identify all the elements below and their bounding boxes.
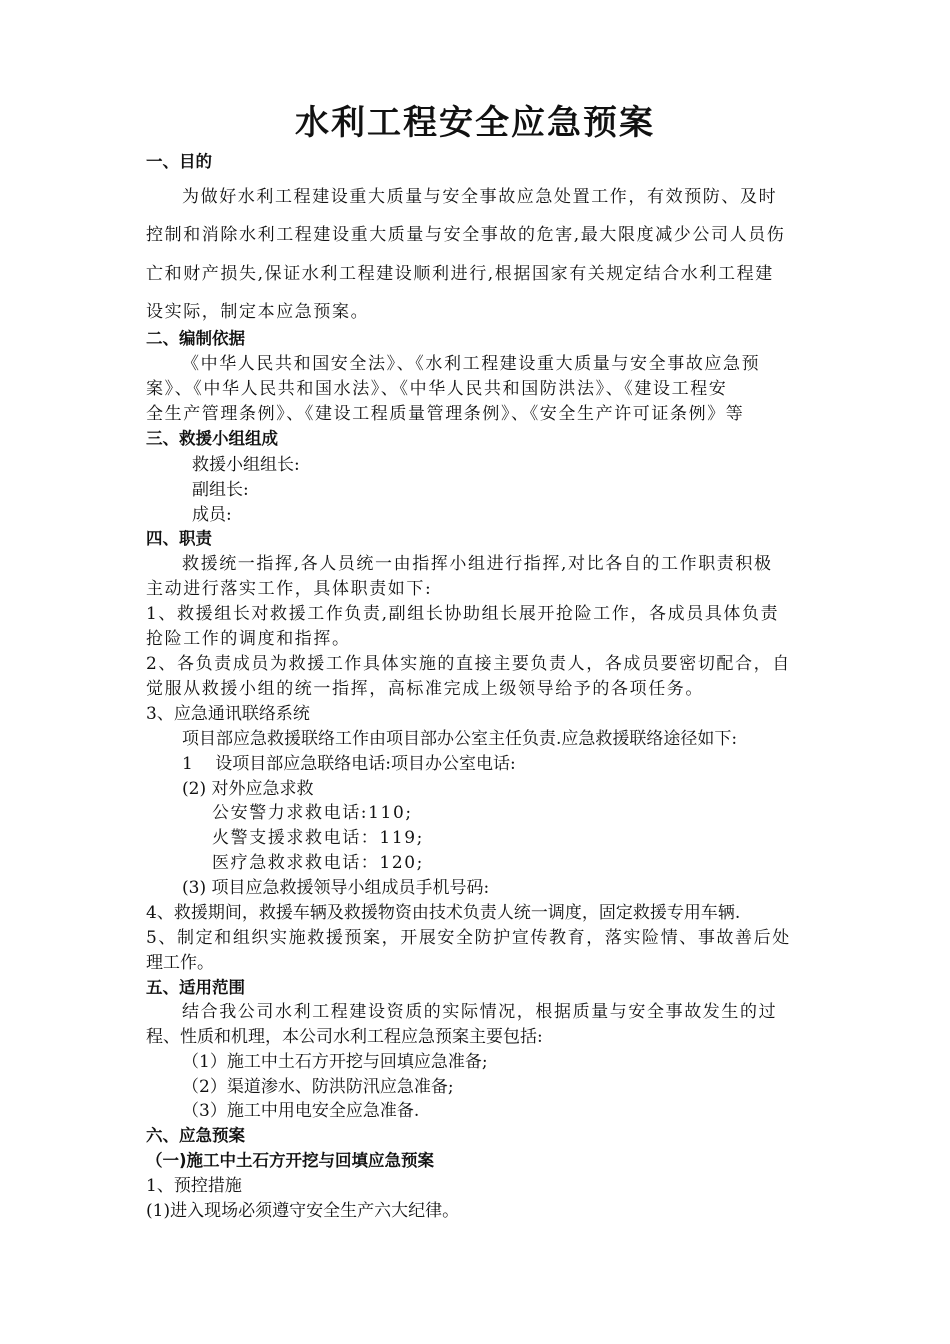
paragraph-line: 觉服从救援小组的统一指挥，高标准完成上级领导给予的各项任务。 xyxy=(146,679,704,699)
paragraph-line: (3) 项目应急救援领导小组成员手机号码: xyxy=(182,878,490,898)
section-heading-basis: 二、编制依据 xyxy=(146,329,245,348)
paragraph-line: 4、救援期间，救援车辆及救援物资由技术负责人统一调度，固定救援专用车辆. xyxy=(146,903,741,923)
subsection-heading: （一)施工中土石方开挖与回填应急预案 xyxy=(146,1151,435,1170)
paragraph-line: 控制和消除水利工程建设重大质量与安全事故的危害,最大限度减少公司人员伤 xyxy=(146,225,786,245)
paragraph-line: 《中华人民共和国安全法》、《水利工程建设重大质量与安全事故应急预 xyxy=(182,354,761,374)
section-heading-duties: 四、职责 xyxy=(146,529,212,548)
paragraph-line: 全生产管理条例》、《建设工程质量管理条例》、《安全生产许可证条例》等 xyxy=(146,404,745,424)
team-item-leader: 救援小组组长: xyxy=(192,455,300,475)
phone-police: 公安警力求救电话:110; xyxy=(212,803,413,823)
section-heading-team: 三、救援小组组成 xyxy=(146,429,278,448)
paragraph-line: 抢险工作的调度和指挥。 xyxy=(146,629,351,649)
paragraph-line: 案》、《中华人民共和国水法》、《中华人民共和国防洪法》、《建设工程安 xyxy=(146,379,728,399)
scope-item: （2）渠道渗水、防洪防汛应急准备; xyxy=(182,1077,454,1097)
paragraph-line: 项目部应急救援联络工作由项目部办公室主任负责.应急救援联络途径如下: xyxy=(182,729,738,749)
section-heading-plan: 六、应急预案 xyxy=(146,1126,245,1145)
paragraph-line: 1、预控措施 xyxy=(146,1176,242,1196)
paragraph-line: 主动进行落实工作，具体职责如下: xyxy=(146,579,433,599)
paragraph-line: 设实际，制定本应急预案。 xyxy=(146,302,370,322)
paragraph-line: 5、制定和组织实施救援预案，开展安全防护宣传教育，落实险情、事故善后处 xyxy=(146,928,791,948)
team-item-members: 成员: xyxy=(192,505,232,525)
scope-item: （3）施工中用电安全应急准备. xyxy=(182,1101,420,1121)
paragraph-line: 救援统一指挥,各人员统一由指挥小组进行指挥,对比各自的工作职责积极 xyxy=(182,554,773,574)
paragraph-line: 2、各负责成员为救援工作具体实施的直接主要负责人，各成员要密切配合，自 xyxy=(146,654,791,674)
paragraph-line: 1 设项目部应急联络电话:项目办公室电话: xyxy=(182,754,516,774)
paragraph-line: 1、救援组长对救援工作负责,副组长协助组长展开抢险工作，各成员具体负责 xyxy=(146,604,780,624)
scope-item: （1）施工中土石方开挖与回填应急准备; xyxy=(182,1052,488,1072)
paragraph-line: 程、性质和机理，本公司水利工程应急预案主要包括: xyxy=(146,1027,543,1047)
document-title: 水利工程安全应急预案 xyxy=(295,103,655,143)
paragraph-line: (1)进入现场必须遵守安全生产六大纪律。 xyxy=(146,1201,460,1221)
paragraph-line: 为做好水利工程建设重大质量与安全事故应急处置工作，有效预防、及时 xyxy=(182,187,778,207)
phone-medical: 医疗急救求救电话：120; xyxy=(212,853,424,873)
phone-fire: 火警支援求救电话：119; xyxy=(212,828,424,848)
paragraph-line: (2) 对外应急求救 xyxy=(182,779,314,799)
section-heading-purpose: 一、目的 xyxy=(146,152,212,171)
section-heading-scope: 五、适用范围 xyxy=(146,978,245,997)
team-item-deputy: 副组长: xyxy=(192,480,249,500)
paragraph-line: 亡和财产损失,保证水利工程建设顺利进行,根据国家有关规定结合水利工程建 xyxy=(146,264,774,284)
paragraph-line: 3、应急通讯联络系统 xyxy=(146,704,310,724)
paragraph-line: 结合我公司水利工程建设资质的实际情况，根据质量与安全事故发生的过 xyxy=(182,1002,778,1022)
paragraph-line: 理工作。 xyxy=(146,953,214,973)
